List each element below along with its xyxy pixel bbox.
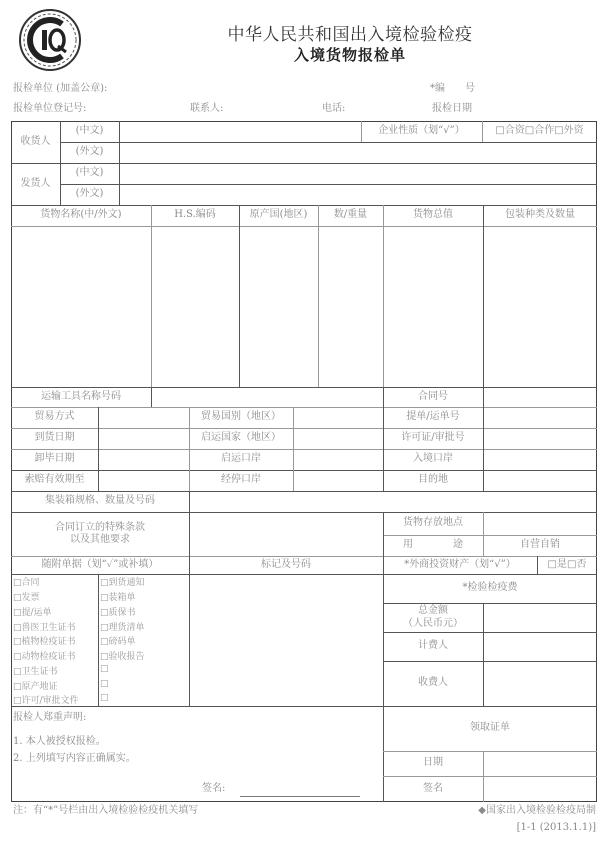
goods-col-name: 货物名称(中/外文) bbox=[40, 209, 122, 221]
declaration-title: 报检人郑重声明: bbox=[13, 712, 87, 723]
vehicle-label: 运输工具名称号码 bbox=[41, 390, 121, 402]
arrival-date-label: 到货日期 bbox=[34, 432, 75, 444]
declaration-item-2: 2. 上列填写内容正确属实。 bbox=[13, 753, 136, 764]
arrival-date-input[interactable] bbox=[99, 429, 188, 448]
marks-input[interactable] bbox=[190, 575, 382, 705]
claim-valid-label: 索赔有效期至 bbox=[24, 474, 85, 486]
contract-terms-label-line1: 合同订立的特殊条款 bbox=[55, 521, 145, 533]
vehicle-input[interactable] bbox=[152, 388, 382, 406]
doc-arrival-notice-checkbox[interactable]: □到货通知 bbox=[100, 578, 145, 588]
goods-col-hs-code: H.S.编码 bbox=[174, 209, 216, 221]
consignor-foreign-input[interactable] bbox=[120, 185, 596, 204]
doc-blank-checkbox-3[interactable]: □ bbox=[100, 693, 109, 703]
doc-phytosanitary-cert-checkbox[interactable]: □植物检疫证书 bbox=[13, 637, 76, 647]
claim-valid-input[interactable] bbox=[99, 471, 188, 490]
contract-no-label: 合同号 bbox=[418, 390, 448, 402]
usage-value[interactable]: 自营自销 bbox=[520, 539, 560, 551]
declaration-signature-line[interactable] bbox=[240, 796, 360, 797]
trade-country-label: 贸易国别（地区） bbox=[201, 411, 281, 423]
certificate-date-input[interactable] bbox=[484, 752, 596, 775]
consignor-cn-label: (中文) bbox=[75, 167, 104, 179]
consignor-foreign-label: (外文) bbox=[75, 188, 104, 200]
storage-location-input[interactable] bbox=[484, 513, 596, 534]
doc-contract-checkbox[interactable]: □合同 bbox=[13, 578, 40, 588]
foreign-investment-label: *外商投资财产（划“√”） bbox=[404, 558, 516, 570]
contract-no-input[interactable] bbox=[484, 388, 596, 406]
fee-collector-label: 收费人 bbox=[418, 677, 448, 689]
consignee-label: 收货人 bbox=[20, 135, 51, 147]
consignee-foreign-label: (外文) bbox=[75, 146, 104, 158]
fee-collector-input[interactable] bbox=[484, 662, 596, 705]
trade-mode-input[interactable] bbox=[99, 408, 188, 427]
contract-terms-input[interactable] bbox=[190, 513, 382, 555]
enterprise-nature-checkboxes[interactable]: □合资□合作□外资 bbox=[495, 125, 584, 137]
certificate-date-label: 日期 bbox=[423, 757, 443, 769]
declaration-signature-label: 签名: bbox=[202, 783, 226, 794]
doc-tally-sheet-checkbox[interactable]: □理货清单 bbox=[100, 623, 145, 633]
total-amount-label-line1: 总金额 bbox=[418, 605, 448, 616]
fees-header: *检验检疫费 bbox=[462, 582, 518, 594]
certificate-signature-input[interactable] bbox=[484, 777, 596, 801]
doc-blank-checkbox-1[interactable]: □ bbox=[100, 664, 109, 674]
certificate-signature-label: 签名 bbox=[423, 782, 443, 794]
consignee-foreign-input[interactable] bbox=[120, 143, 596, 162]
unload-date-input[interactable] bbox=[99, 450, 188, 469]
form-title-agency: 中华人民共和国出入境检验检疫 bbox=[227, 25, 473, 45]
departure-country-label: 启运国家（地区） bbox=[201, 432, 281, 444]
ciq-emblem-icon bbox=[18, 8, 82, 72]
departure-country-input[interactable] bbox=[294, 429, 382, 448]
footer-note: 注：有“*”号栏由出入境检验检疫机关填写 bbox=[13, 805, 199, 816]
doc-health-cert-checkbox[interactable]: □卫生证书 bbox=[13, 667, 58, 677]
doc-blank-checkbox-2[interactable]: □ bbox=[100, 679, 109, 689]
total-amount-label-line2: （人民币元） bbox=[403, 617, 463, 629]
ciq-logo bbox=[18, 8, 82, 72]
doc-invoice-checkbox[interactable]: □发票 bbox=[13, 593, 40, 603]
bill-no-input[interactable] bbox=[484, 408, 596, 427]
storage-location-label: 货物存放地点 bbox=[403, 517, 463, 529]
inspection-date-label: 报检日期 bbox=[432, 103, 472, 114]
enterprise-nature-label: 企业性质（划“√”） bbox=[378, 125, 465, 137]
transit-port-input[interactable] bbox=[294, 471, 382, 490]
foreign-investment-checkboxes[interactable]: □是□否 bbox=[547, 558, 587, 570]
footer-form-code: [1-1 (2013.1.1)] bbox=[516, 822, 596, 833]
consignor-cn-input[interactable] bbox=[120, 164, 596, 183]
documents-header: 随附单据（划“✓”或补填） bbox=[41, 558, 159, 570]
bill-no-label: 提单/运单号 bbox=[406, 411, 460, 423]
trade-country-input[interactable] bbox=[294, 408, 382, 427]
license-no-label: 许可证/审批号 bbox=[401, 432, 465, 444]
usage-label: 用 途 bbox=[403, 539, 463, 551]
departure-port-label: 启运口岸 bbox=[221, 453, 261, 465]
inspection-unit-label: 报检单位 (加盖公章): bbox=[13, 83, 108, 94]
destination-input[interactable] bbox=[484, 471, 596, 490]
container-input[interactable] bbox=[190, 492, 596, 511]
total-amount-label bbox=[383, 603, 483, 632]
entry-port-input[interactable] bbox=[484, 450, 596, 469]
doc-weight-memo-checkbox[interactable]: □磅码单 bbox=[100, 637, 136, 647]
consignee-cn-input[interactable] bbox=[120, 122, 360, 141]
contact-label: 联系人: bbox=[190, 103, 224, 114]
declaration-item-1: 1. 本人被授权报检。 bbox=[13, 736, 106, 747]
license-no-input[interactable] bbox=[484, 429, 596, 448]
doc-animal-quarantine-cert-checkbox[interactable]: □动物检疫证书 bbox=[13, 652, 76, 662]
doc-bill-of-lading-checkbox[interactable]: □提/运单 bbox=[13, 608, 52, 618]
unit-reg-no-label: 报检单位登记号: bbox=[13, 103, 87, 114]
goods-col-origin: 原产国(地区) bbox=[249, 209, 308, 221]
goods-entry-area[interactable] bbox=[12, 227, 596, 386]
contract-terms-label-line2: 以及其他要求 bbox=[70, 534, 130, 545]
fee-calculator-label: 计费人 bbox=[418, 640, 448, 652]
fee-calculator-input[interactable] bbox=[484, 633, 596, 660]
doc-packing-list-checkbox[interactable]: □装箱单 bbox=[100, 593, 136, 603]
doc-acceptance-report-checkbox[interactable]: □验收报告 bbox=[100, 652, 145, 662]
destination-label: 目的地 bbox=[418, 474, 448, 486]
certificate-header: 领取证单 bbox=[470, 722, 510, 734]
unload-date-label: 卸毕日期 bbox=[34, 453, 75, 465]
consignor-label: 发货人 bbox=[20, 177, 51, 189]
doc-license-checkbox[interactable]: □许可/审批文件 bbox=[13, 696, 79, 706]
consignee-cn-label: (中文) bbox=[75, 125, 104, 137]
entry-port-label: 入境口岸 bbox=[413, 453, 453, 465]
goods-col-packaging: 包装种类及数量 bbox=[505, 209, 575, 221]
transit-port-label: 经停口岸 bbox=[221, 474, 261, 486]
doc-veterinary-cert-checkbox[interactable]: □兽医卫生证书 bbox=[13, 623, 76, 633]
form-title: 入境货物报检单 bbox=[293, 46, 406, 64]
footer-issuer: ◆国家出入境检验检疫局制 bbox=[478, 805, 596, 816]
marks-header: 标记及号码 bbox=[261, 558, 311, 570]
contract-terms-label bbox=[11, 512, 189, 556]
container-label: 集装箱规格、数量及号码 bbox=[45, 495, 155, 507]
goods-col-quantity: 数/重量 bbox=[333, 209, 368, 221]
trade-mode-label: 贸易方式 bbox=[34, 411, 75, 423]
departure-port-input[interactable] bbox=[294, 450, 382, 469]
phone-label: 电话: bbox=[322, 103, 346, 114]
serial-no-label: *编 号 bbox=[430, 83, 475, 94]
doc-warranty-checkbox[interactable]: □质保书 bbox=[100, 608, 136, 618]
doc-origin-cert-checkbox[interactable]: □原产地证 bbox=[13, 682, 58, 692]
total-amount-input[interactable] bbox=[484, 604, 596, 631]
goods-col-total-value: 货物总值 bbox=[413, 209, 453, 221]
